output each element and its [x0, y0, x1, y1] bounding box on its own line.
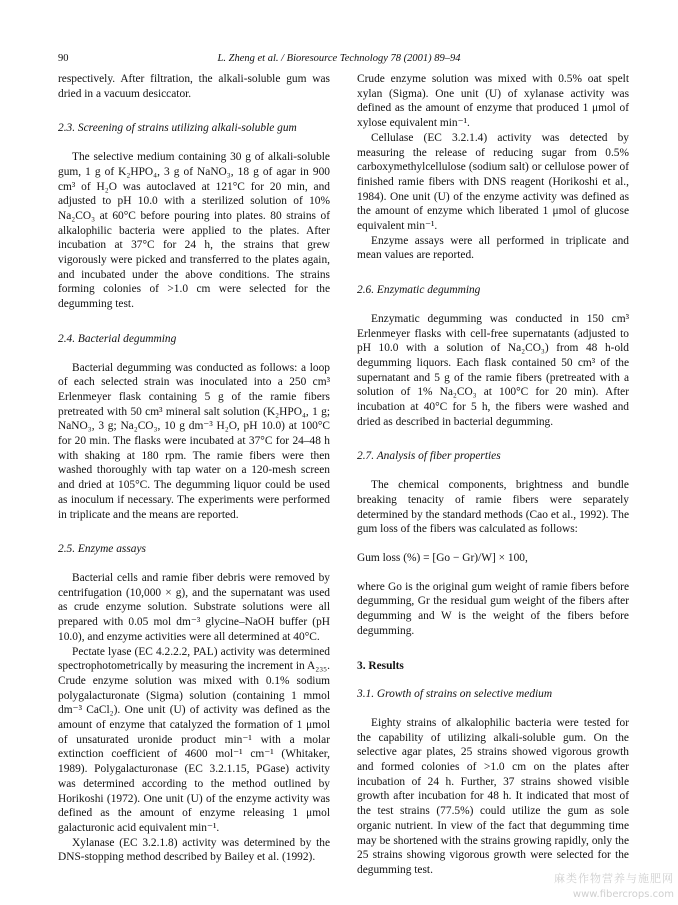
heading-2-6: 2.6. Enzymatic degumming	[357, 284, 481, 297]
heading-2-7: 2.7. Analysis of fiber properties	[357, 450, 501, 463]
heading-2-3: 2.3. Screening of strains utilizing alkali-soluble gum	[58, 122, 297, 135]
paragraph-continued: respectively. After filtration, the alkali-soluble gum was dried in a vacuum desiccator.	[58, 73, 330, 100]
paragraph-2-7: The chemical components, brightness and bundle breaking tenacity of ramie fibers were separately determined by the standard methods (Cao et al., 1992). The gum loss of the fibers was calculated as follows:	[357, 479, 629, 536]
watermark-url: www.fibercrops.com	[572, 889, 674, 900]
paragraph-xylanase-cont: Crude enzyme solution was mixed with 0.5% oat spelt xylan (Sigma). One unit (U) of xylanase activity was defined as the amount of enzyme that produced 1 μmol of xylose equivalent min⁻¹.	[357, 73, 629, 130]
page-number: 90	[58, 53, 69, 64]
gum-loss-equation: Gum loss (%) = [Go − Gr)/W] × 100,	[357, 551, 528, 564]
journal-reference: L. Zheng et al. / Bioresource Technology 78 (2001) 89–94	[217, 53, 461, 64]
left-column	[58, 72, 330, 865]
paragraph-2-3: The selective medium containing 30 g of alkali-soluble gum, 1 g of K₂HPO₄, 3 g of NaNO₃, 18 g of agar in 900 cm³ of H₂O was autoclaved at 121°C for 20 min, and adjusted to pH 10.0 with a sterilized solution of 10% Na₂CO₃ at 60°C before pouring into plates. 80 strains of alkalophilic bacteria were applied to the plates. After incubation at 37°C for 24 h, the strains that grew vigorously were picked and transferred to the plates again, and incubated under the above conditions. The strains forming colonies of >1.0 cm were selected for the degumming test.	[58, 151, 330, 311]
watermark-chinese: 麻类作物营养与施肥网	[554, 872, 674, 885]
paragraph-2-5a: Bacterial cells and ramie fiber debris were removed by centrifugation (10,000 × g), and the supernatant was used as crude enzyme solution. Substrate solutions were all prepared with 0.05 mol dm⁻³ glycine–NaOH buffer (pH 10.0), and enzyme activities were all determined at 40°C.	[58, 571, 330, 643]
paragraph-2-4: Bacterial degumming was conducted as follows: a loop of each selected strain was inoculated into a 250 cm³ Erlenmeyer flask containing 5 g of the ramie fibers pretreated with 50 cm³ mineral salt solution (K₂HPO₄, 1 g; NaNO₃, 3 g; Na₂CO₃, 10 g dm⁻³ H₂O, pH 10.0) at 100°C for 20 min. The flasks were incubated at 37°C for 24–48 h with shaking at 180 rpm. The ramie fibers were then washed thoroughly with tap water on a 120-mesh screen and dried at 105°C. The degumming liquor could be used as inoculum if necessary. The experiments were performed in triplicate and the means are reported.	[58, 361, 330, 521]
heading-3-1: 3.1. Growth of strains on selective medium	[357, 688, 553, 701]
paragraph-2-5c: Xylanase (EC 3.2.1.8) activity was determined by the DNS-stopping method described by Bailey et al. (1992).	[58, 836, 330, 864]
heading-2-4: 2.4. Bacterial degumming	[58, 332, 177, 345]
paragraph-triplicate: Enzyme assays were all performed in triplicate and mean values are reported.	[357, 234, 629, 262]
heading-2-5: 2.5. Enzyme assays	[58, 543, 146, 556]
paragraph-2-7-where: where Go is the original gum weight of ramie fibers before degumming, Gr the residual gum weight of the fibers after degumming and W is the weight of the fibers before degumming.	[357, 580, 629, 637]
running-head	[58, 51, 620, 67]
right-column	[357, 72, 629, 878]
paragraph-cellulase: Cellulase (EC 3.2.1.4) activity was detected by measuring the release of reducing sugar from 0.5% carboxymethylcellulose (sodium salt) or cellulose power of finished ramie fibers with DNS reagent (Horikoshi et al., 1984). One unit (U) of the enzyme activity was defined as the amount of enzyme which liberated 1 μmol of glucose equivalent min⁻¹.	[357, 131, 629, 233]
paragraph-2-5b: Pectate lyase (EC 4.2.2.2, PAL) activity was determined spectrophotometrically by measuring the increment in A₂₃₅. Crude enzyme solution was mixed with 0.1% sodium polygalacturonate (Sigma) solution (containing 1 mmol dm⁻³ CaCl₂). One unit (U) of activity was defined as the amount of enzyme that catalyzed the formation of 1 μmol of unsaturated uronide product min⁻¹ with a molar extinction coefficient of 4600 mol⁻¹ cm⁻¹ (Whitaker, 1989). Polygalacturonase (EC 3.2.1.15, PGase) activity was determined according to the method outlined by Horikoshi (1972). One unit (U) of the enzyme activity was defined as the amount of enzyme releasing 1 μmol galacturonic acid equivalent min⁻¹.	[58, 645, 330, 834]
heading-3-results: 3. Results	[357, 659, 404, 672]
paragraph-2-6: Enzymatic degumming was conducted in 150 cm³ Erlenmeyer flasks with cell-free supernatants (adjusted to pH 10.0 with a solution of Na₂CO₃) from 48 h-old degumming liquors. Each flask contained 50 cm³ of the supernatant and 5 g of the ramie fibers (pretreated with a solution of 1% Na₂CO₃ at 100°C for 20 min). After incubation at 40°C for 5 h, the fibers were washed and dried as described in bacterial degumming.	[357, 312, 629, 428]
paragraph-3-1: Eighty strains of alkalophilic bacteria were tested for the capability of utilizing alkali-soluble gum. On the selective agar plates, 25 strains showed vigorous growth and formed colonies of >1.0 cm on the plates after incubation of 24 h. Further, 37 strains showed visible growth after incubation for 48 h. It indicated that most of the test strains (77.5%) could utilize the gum as sole organic nutrient. In view of the fact that degumming time may be shortened with the strains growing rapidly, only the 25 strains showing vigorous growth were selected for the degumming test.	[357, 716, 629, 876]
